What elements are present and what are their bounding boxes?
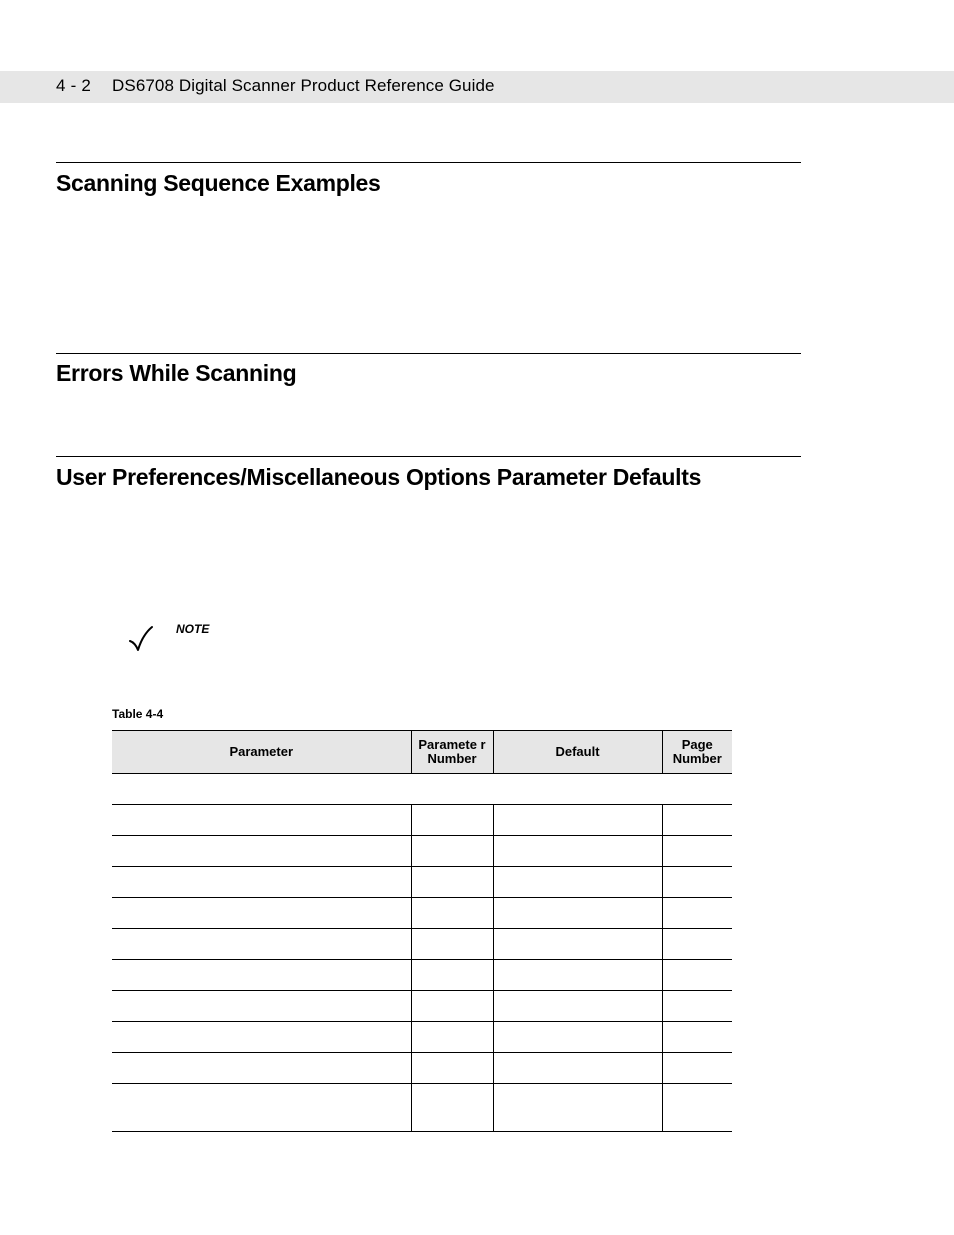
column-header-parameter-number: Paramete r Number	[411, 731, 493, 774]
table-cell	[662, 836, 732, 867]
table-row	[112, 898, 732, 929]
table-cell	[662, 1053, 732, 1084]
table-cell	[411, 1022, 493, 1053]
table-cell	[493, 991, 662, 1022]
table-cell	[411, 1084, 493, 1132]
heading-errors-while-scanning: Errors While Scanning	[56, 360, 297, 386]
table-cell	[112, 867, 411, 898]
table-cell	[112, 1022, 411, 1053]
table-cell	[411, 929, 493, 960]
table-row	[112, 960, 732, 991]
heading-scanning-sequence-examples: Scanning Sequence Examples	[56, 170, 381, 196]
section-rule	[56, 353, 801, 354]
table-cell	[662, 1084, 732, 1132]
table-row	[112, 1084, 732, 1132]
table-cell	[411, 991, 493, 1022]
table-row	[112, 929, 732, 960]
checkmark-icon	[128, 624, 154, 654]
note-label: NOTE	[176, 622, 210, 636]
table-cell	[411, 1053, 493, 1084]
table-cell	[662, 991, 732, 1022]
table-cell	[493, 898, 662, 929]
table-row	[112, 1022, 732, 1053]
table-cell	[662, 898, 732, 929]
document-title: DS6708 Digital Scanner Product Reference Guide	[112, 76, 495, 95]
column-header-page-number: Page Number	[662, 731, 732, 774]
table-cell	[493, 1053, 662, 1084]
table-cell	[112, 991, 411, 1022]
table-cell	[493, 836, 662, 867]
table-cell	[112, 1084, 411, 1132]
table-row	[112, 1053, 732, 1084]
column-header-parameter: Parameter	[112, 731, 411, 774]
section-rule	[56, 456, 801, 457]
table-cell	[662, 1022, 732, 1053]
table-cell	[493, 1084, 662, 1132]
table-row	[112, 867, 732, 898]
table-cell	[112, 898, 411, 929]
table-cell	[493, 960, 662, 991]
table-cell	[112, 960, 411, 991]
table-cell	[411, 867, 493, 898]
table-group-row	[112, 774, 732, 805]
table-cell	[493, 929, 662, 960]
column-header-default: Default	[493, 731, 662, 774]
table-cell	[493, 867, 662, 898]
table-cell	[112, 774, 732, 805]
heading-user-preferences-defaults: User Preferences/Miscellaneous Options Parameter Defaults	[56, 464, 702, 490]
table-cell	[411, 960, 493, 991]
table-cell	[493, 1022, 662, 1053]
table-row	[112, 836, 732, 867]
table-cell	[662, 960, 732, 991]
parameter-defaults-table	[112, 730, 732, 1132]
page-number: 4 - 2	[56, 76, 92, 95]
section-rule	[56, 162, 801, 163]
table-cell	[112, 1053, 411, 1084]
table-cell	[411, 898, 493, 929]
table-cell	[112, 929, 411, 960]
table-cell	[411, 836, 493, 867]
table-row	[112, 805, 732, 836]
table-header-row	[112, 731, 732, 774]
table-cell	[493, 805, 662, 836]
table-cell	[112, 805, 411, 836]
table-cell	[662, 929, 732, 960]
table-cell	[411, 805, 493, 836]
table-cell	[662, 805, 732, 836]
table-cell	[662, 867, 732, 898]
table-cell	[112, 836, 411, 867]
table-row	[112, 991, 732, 1022]
table-caption: Table 4-4	[112, 707, 164, 721]
